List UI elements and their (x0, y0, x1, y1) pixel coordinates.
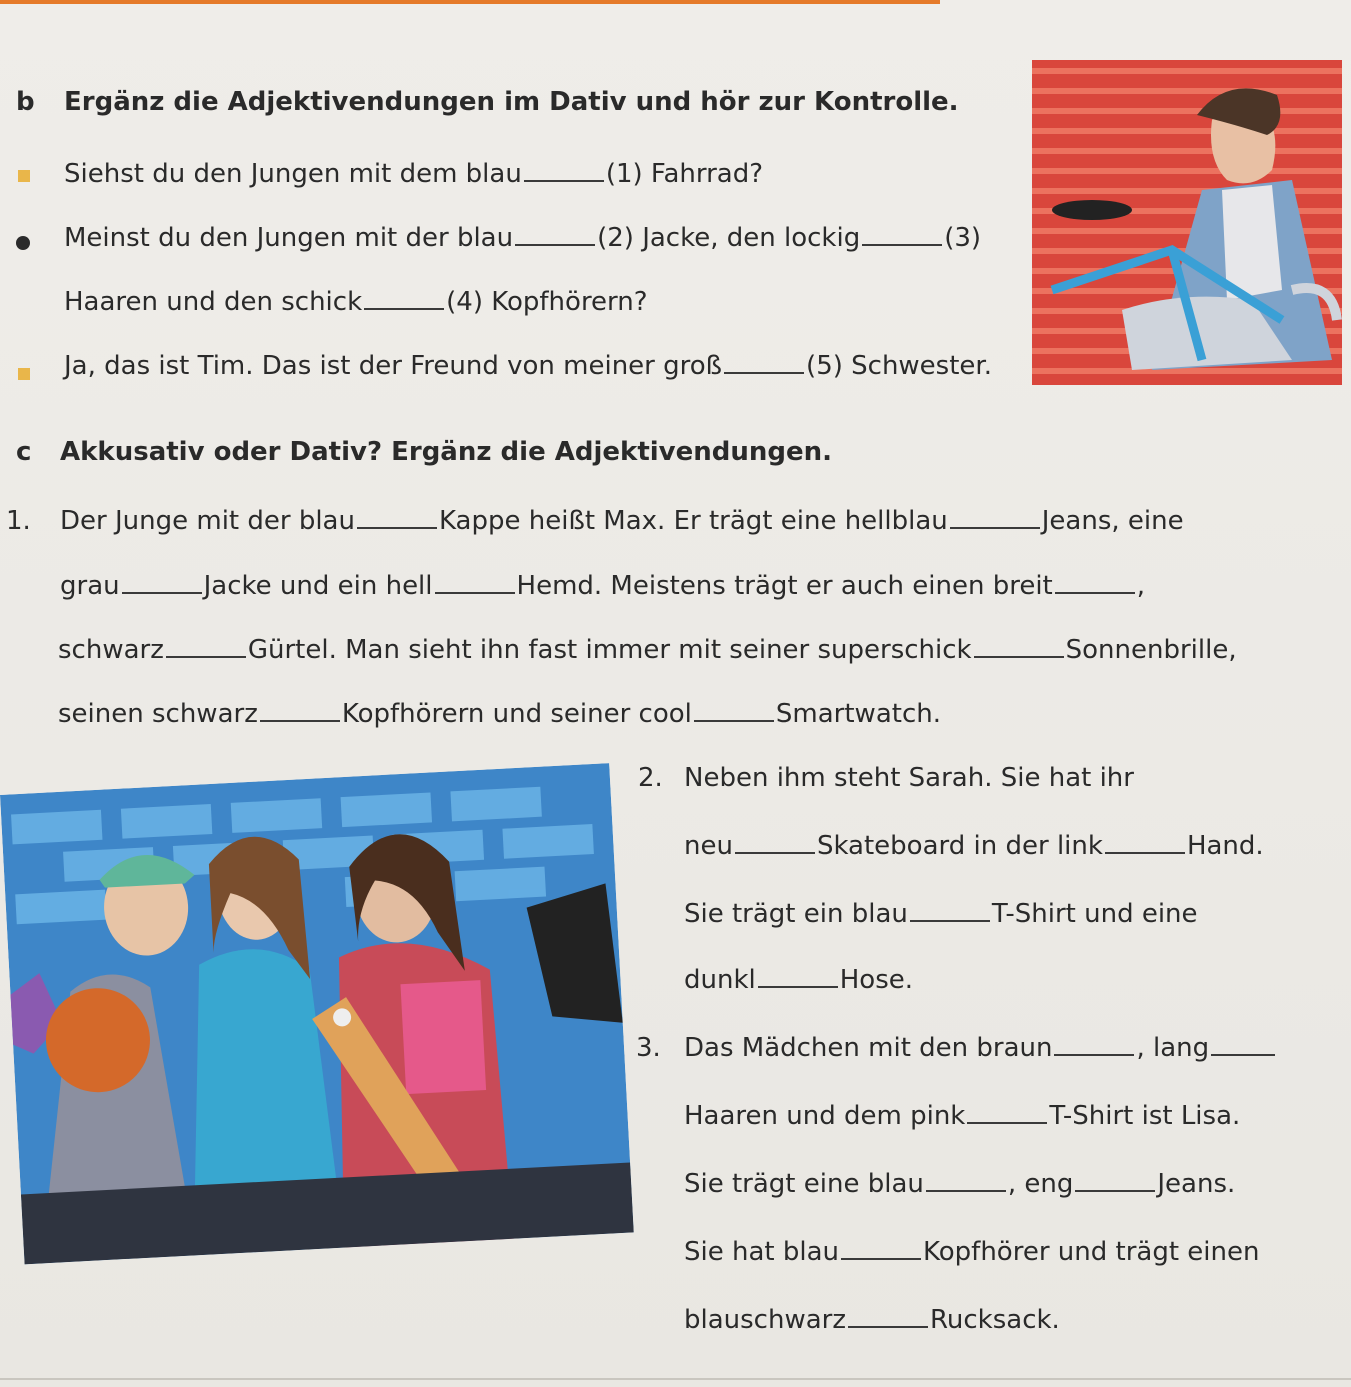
blank-5[interactable] (724, 350, 804, 374)
section-c-heading: Akkusativ oder Dativ? Ergänz die Adjektivendungen. (60, 437, 833, 467)
c1-line-2 (60, 570, 1145, 602)
section-b-heading: Ergänz die Adjektivendungen im Dativ und hör zur Kontrolle. (64, 87, 959, 117)
text: (4) Kopfhörern? (446, 287, 648, 317)
text: blauschwarz (684, 1305, 846, 1335)
text: dunkl (684, 965, 756, 995)
c1-line-1 (60, 505, 1184, 537)
photo-boy-with-bicycle (1032, 60, 1342, 385)
blank[interactable] (1105, 830, 1185, 854)
blank[interactable] (694, 698, 774, 722)
blank[interactable] (841, 1236, 921, 1260)
text: Jeans. (1157, 1169, 1236, 1199)
blank[interactable] (357, 505, 437, 529)
item-1-number: 1. (6, 506, 31, 536)
text: Sie trägt eine blau (684, 1169, 924, 1199)
speaker-square-marker (18, 368, 30, 380)
text: Kappe heißt Max. Er trägt eine hellblau (438, 506, 948, 536)
blank[interactable] (1055, 570, 1135, 594)
text: Hemd. Meistens trägt er auch einen breit (516, 571, 1053, 601)
blank-4[interactable] (364, 286, 444, 310)
accent-stripe (0, 0, 940, 4)
blank[interactable] (910, 898, 990, 922)
c2-line-1: Neben ihm steht Sarah. Sie hat ihr (684, 763, 1134, 793)
text: seinen schwarz (58, 699, 258, 729)
text: grau (60, 571, 120, 601)
text: Kopfhörern und seiner cool (341, 699, 692, 729)
text: Rucksack. (930, 1305, 1060, 1335)
text: Haaren und dem pink (684, 1101, 966, 1131)
text: Jacke und ein hell (203, 571, 433, 601)
blank-3[interactable] (862, 222, 942, 246)
c1-line-3 (58, 634, 1237, 666)
text: Meinst du den Jungen mit der blau (64, 223, 514, 253)
c3-line-2 (684, 1100, 1240, 1132)
photo-three-teenagers (0, 763, 634, 1264)
item-2-number: 2. (638, 763, 663, 793)
c3-line-3 (684, 1168, 1235, 1200)
c2-line-2 (684, 830, 1264, 862)
text: (5) Schwester. (806, 351, 992, 381)
text: (2) Jacke, den lockig (597, 223, 861, 253)
text: (3) (944, 223, 982, 253)
bottom-divider (0, 1378, 1351, 1380)
text: Sie hat blau (684, 1237, 839, 1267)
text: schwarz (58, 635, 164, 665)
blank[interactable] (1054, 1032, 1134, 1056)
blank[interactable] (950, 505, 1040, 529)
text: Sie trägt ein blau (684, 899, 908, 929)
blank[interactable] (260, 698, 340, 722)
section-b-letter: b (16, 87, 35, 117)
c3-line-1 (684, 1032, 1277, 1064)
page-top-bar (0, 0, 1351, 8)
c3-line-4 (684, 1236, 1259, 1268)
b-line-3 (64, 286, 648, 318)
text: , lang (1136, 1033, 1210, 1063)
item-3-number: 3. (636, 1033, 661, 1063)
b-line-4 (64, 350, 992, 382)
blank[interactable] (848, 1304, 928, 1328)
text: Der Junge mit der blau (60, 506, 355, 536)
text: Hand. (1186, 831, 1264, 861)
b-line-1 (64, 158, 763, 190)
text: Siehst du den Jungen mit dem blau (64, 159, 522, 189)
blank[interactable] (967, 1100, 1047, 1124)
speaker-square-marker (18, 170, 30, 182)
b-line-2 (64, 222, 981, 254)
text: , eng (1007, 1169, 1074, 1199)
text: Gürtel. Man sieht ihn fast immer mit seiner superschick (247, 635, 972, 665)
text: Haaren und den schick (64, 287, 363, 317)
text: Ja, das ist Tim. Das ist der Freund von meiner groß (64, 351, 723, 381)
speaker-dot-marker (16, 236, 30, 250)
blank-1[interactable] (524, 158, 604, 182)
c2-line-3 (684, 898, 1198, 930)
blank[interactable] (735, 830, 815, 854)
text: Hose. (839, 965, 914, 995)
text: Skateboard in der link (816, 831, 1103, 861)
blank[interactable] (166, 634, 246, 658)
blank[interactable] (122, 570, 202, 594)
text: Kopfhörer und trägt einen (923, 1237, 1260, 1267)
blank[interactable] (758, 964, 838, 988)
text: Jeans, eine (1041, 506, 1184, 536)
blank[interactable] (974, 634, 1064, 658)
text: (1) Fahrrad? (605, 159, 764, 189)
c2-line-4 (684, 964, 913, 996)
blank[interactable] (435, 570, 515, 594)
text: , (1136, 571, 1146, 601)
text: T-Shirt und eine (991, 899, 1198, 929)
c1-line-4 (58, 698, 941, 730)
c3-line-5 (684, 1304, 1060, 1336)
blank-2[interactable] (515, 222, 595, 246)
blank[interactable] (1075, 1168, 1155, 1192)
text: Sonnenbrille, (1065, 635, 1237, 665)
blank[interactable] (1211, 1032, 1275, 1056)
blank[interactable] (926, 1168, 1006, 1192)
text: T-Shirt ist Lisa. (1049, 1101, 1241, 1131)
section-c-letter: c (16, 437, 32, 467)
text: Smartwatch. (775, 699, 941, 729)
text: Das Mädchen mit den braun (684, 1033, 1053, 1063)
text: neu (684, 831, 733, 861)
